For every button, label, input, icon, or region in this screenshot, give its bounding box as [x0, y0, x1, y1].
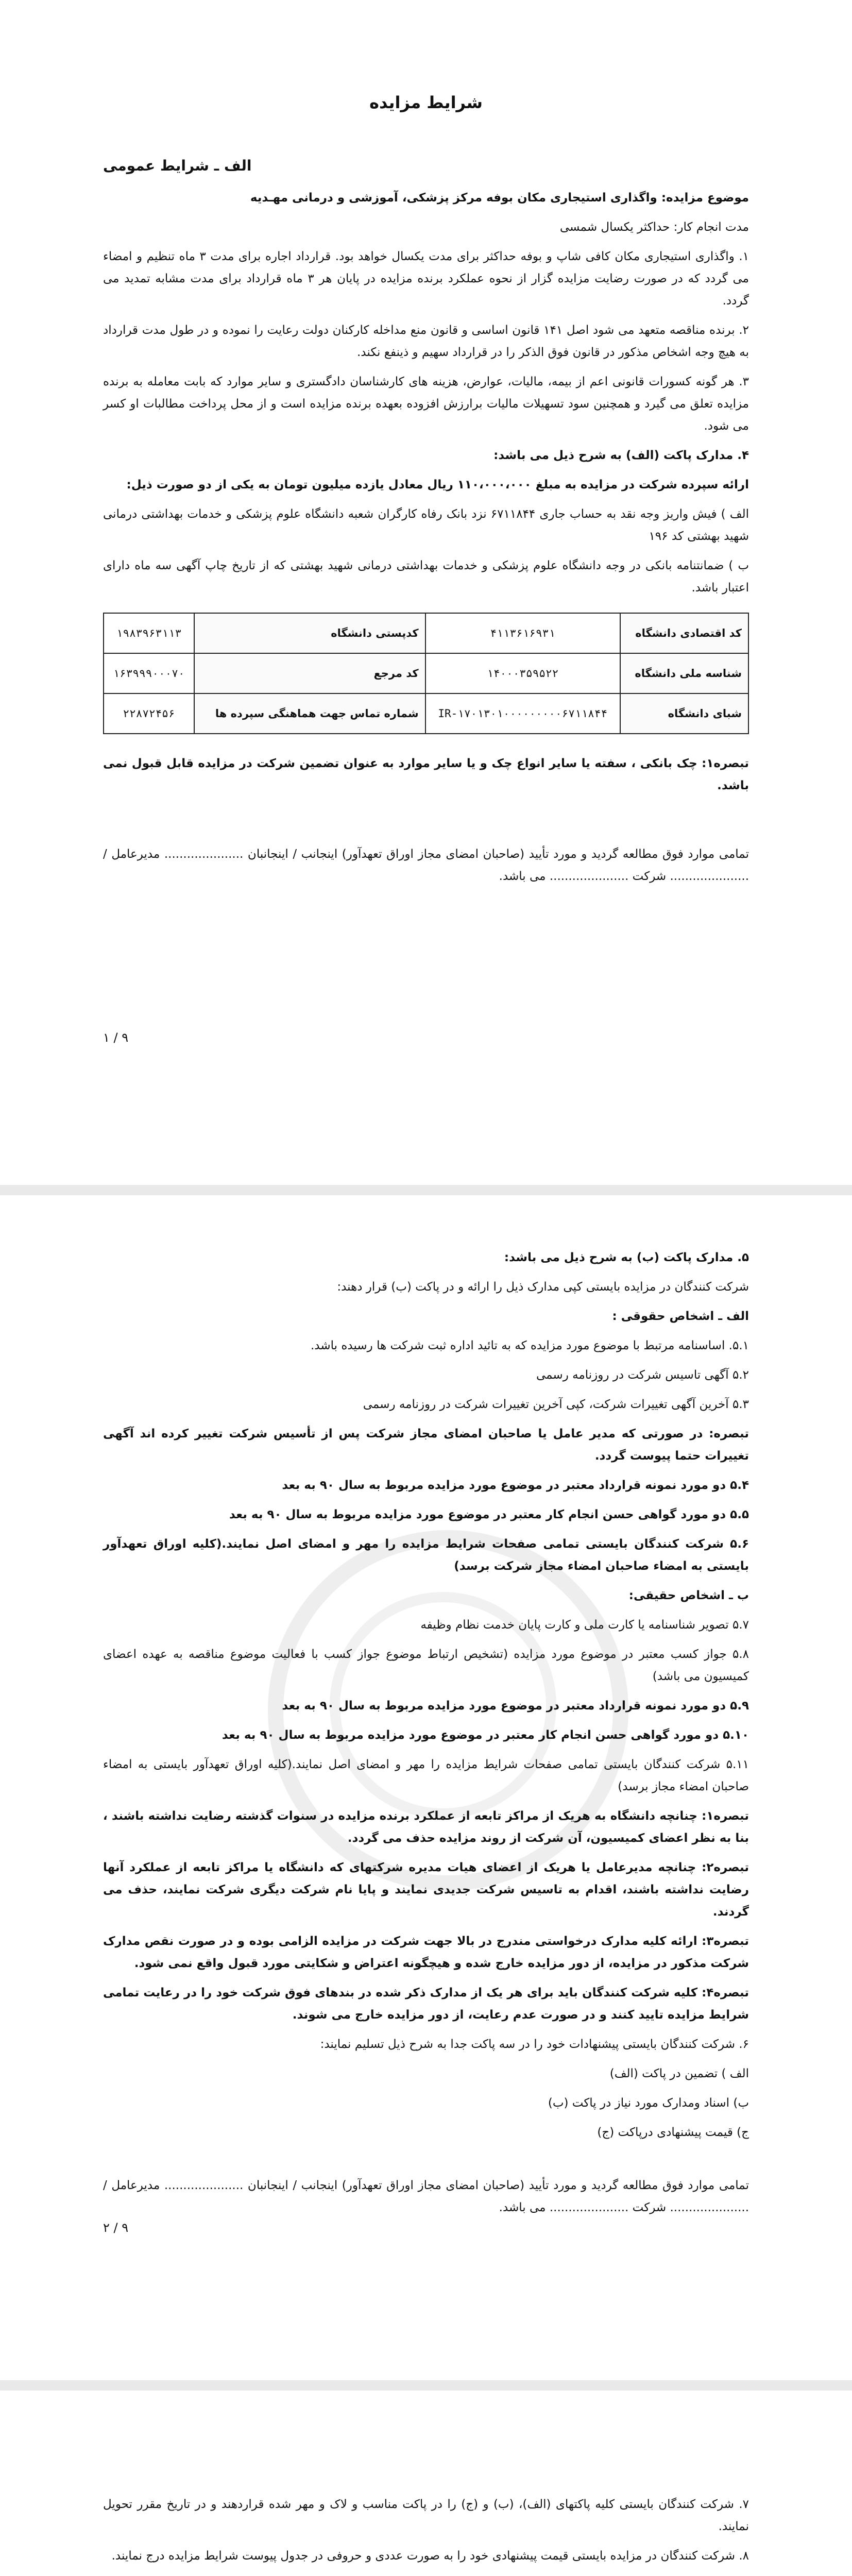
note-3: تبصره۳: ارائه کلیه مدارک درخواستی مندرج در بالا جهت شرکت در مزایده الزامی بوده و در صورت نقص مدارک شرکت مذکور در مزایده، از دور مزایده خارج شده و هیچگونه اعتراض و شکایتی مورد قبول واقع نمی شود. — [103, 1935, 749, 1970]
page-separator — [0, 2380, 852, 2391]
note-4: تبصره۴: کلیه شرکت کنندگان باید برای هر یک از مدارک ذکر شده در بندهای فوق شرکت خود را در رعایت تمامی شرایط مزایده تایید کنند و در صورت عدم رعایت، از دور مزایده خارج می شوند. — [103, 1986, 749, 2022]
table-cell: IR-۱۷۰۱۳۰۱۰۰۰۰۰۰۰۰۰۶۷۱۱۸۴۴ — [425, 693, 620, 734]
clause-6: ۶. شرکت کنندگان بایستی پیشنهادات خود را در سه پاکت جدا به شرح ذیل تسلیم نمایند: — [320, 2038, 749, 2051]
page-title: شرایط مزایده — [369, 93, 483, 112]
clause-5-intro: شرکت کنندگان در مزایده بایستی کپی مدارک ذیل را ارائه و در پاکت (ب) قرار دهند: — [337, 1280, 749, 1294]
clause-5-11: ۵.۱۱ شرکت کنندگان بایستی تمامی صفحات شرایط مزایده را مهر و امضای اصل نمایند.(کلیه اوراق تعهدآور بایستی به امضاء صاحبان امضاء مجاز برسد) — [103, 1758, 749, 1793]
guarantee-option-b: ب ) ضمانتنامه بانکی در وجه دانشگاه علوم پزشکی و خدمات بهداشتی درمانی شهید بهشتی که از تاریخ چاپ آگهی سه ماه دارای اعتبار باشد. — [103, 559, 749, 595]
envelope-a: الف ) تضمین در پاکت (الف) — [609, 2067, 749, 2080]
clause-2: ۲. برنده مناقصه متعهد می شود اصل ۱۴۱ قانون اساسی و قانون منع مداخله کارکنان دولت رعایت را نموده و در طول مدت قرارداد به هیچ وجه اشخاص مذکور در قانون فوق الذکر را در قرارداد سهیم و ذینفع نکند. — [103, 324, 749, 359]
acceptance-statement: تمامی موارد فوق مطالعه گردید و مورد تأیید (صاحبان امضای مجاز اوراق تعهدآور) اینجانب / اینجانبان ..................... مدیرعامل / ..................... شرکت ..................... می باشد. — [103, 2179, 749, 2214]
note-1: تبصره۱: چک بانکی ، سفته یا سایر انواع چک و یا سایر موارد به عنوان تضمین شرکت در مزایده قابل قبول نمی باشد. — [103, 757, 749, 792]
guarantee-amount: ارائه سپرده شرکت در مزایده به مبلغ ۱۱۰،۰۰۰،۰۰۰ ریال معادل یازده میلیون تومان به یکی از دو صورت ذیل: — [126, 478, 749, 492]
lease-period: مدت انجام کار: حداکثر یکسال شمسی — [559, 221, 749, 234]
document-page-1 — [0, 0, 852, 1185]
clause-5-heading: ۵. مدارک پاکت (ب) به شرح ذیل می باشد: — [504, 1251, 749, 1264]
clause-5-7: ۵.۷ تصویر شناسنامه یا کارت ملی و کارت پایان خدمت نظام وظیفه — [420, 1618, 749, 1632]
table-row — [104, 613, 748, 653]
table-cell: شماره تماس جهت هماهنگی سپرده ها — [194, 693, 425, 734]
table-row — [104, 653, 748, 693]
table-cell: کد اقتصادی دانشگاه — [620, 613, 748, 653]
clause-8: ۸. شرکت کنندگان در مزایده بایستی قیمت پیشنهادی خود را به صورت عددی و حروفی در جدول پیوست شرایط مزایده درج نمایند. — [111, 2549, 749, 2563]
clause-5-5: ۵.۵ دو مورد گواهی حسن انجام کار معتبر در موضوع مورد مزایده مربوط به سال ۹۰ به بعد — [229, 1508, 749, 1521]
note-1: تبصره۱: چنانچه دانشگاه به هریک از مراکز تابعه از عملکرد برنده مزایده در سنوات گذشته رضایت نداشته باشند ، بنا به نظر اعضای کمیسیون، آن شرکت از روند مزایده حذف می گردد. — [103, 1809, 749, 1845]
legal-entities-heading: الف ـ اشخاص حقوقی : — [612, 1310, 749, 1323]
table-cell: ۲۲۸۷۲۴۵۶ — [104, 693, 194, 734]
table-cell: ۱۹۸۳۹۶۳۱۱۳ — [104, 613, 194, 653]
table-cell: شناسه ملی دانشگاه — [620, 653, 748, 693]
page-separator — [0, 1185, 852, 1195]
clause-5-10: ۵.۱۰ دو مورد گواهی حسن انجام کار معتبر در موضوع مورد مزایده مربوط به سال ۹۰ به بعد — [221, 1728, 749, 1742]
clause-5-3-note: تبصره: در صورتی که مدیر عامل یا صاحبان امضای مجاز شرکت پس از تأسیس شرکت تغییر کرده اند آگهی تغییرات حتما پیوست گردد. — [103, 1427, 749, 1463]
document-page-3 — [0, 2391, 852, 2576]
table-row — [104, 693, 748, 734]
page-number: ۲ / ۹ — [103, 2221, 129, 2235]
note-2: تبصره۲: چنانچه مدیرعامل یا هریک از اعضای هیات مدیره شرکتهای که دانشگاه یا مراکز تابعه از عملکرد آنها رضایت نداشته باشند، اقدام به تاسیس شرکت جدیدی نمایند و پایا نام شرکت دیگری شرکت نمایند، حذف می گردند. — [103, 1861, 749, 1919]
section-a-heading: الف ـ شرایط عمومی — [103, 157, 252, 174]
acceptance-statement: تمامی موارد فوق مطالعه گردید و مورد تأیید (صاحبان امضای مجاز اوراق تعهدآور) اینجانب / اینجانبان ..................... مدیرعامل / ..................... شرکت ..................... می باشد. — [103, 848, 749, 883]
table-cell: کدپستی دانشگاه — [194, 613, 425, 653]
table-cell: ۱۶۳۹۹۹۰۰۰۷۰ — [104, 653, 194, 693]
table-cell: ۱۴۰۰۰۳۵۹۵۲۲ — [425, 653, 620, 693]
natural-persons-heading: ب ـ اشخاص حقیقی: — [628, 1589, 749, 1602]
clause-5-2: ۵.۲ آگهی تاسیس شرکت در روزنامه رسمی — [536, 1368, 749, 1382]
clause-5-1: ۵.۱. اساسنامه مرتبط با موضوع مورد مزایده که به تائید اداره ثبت شرکت ها رسیده باشد. — [310, 1339, 749, 1352]
clause-5-4: ۵.۴ دو مورد نمونه قرارداد معتبر در موضوع مورد مزایده مربوط به سال ۹۰ به بعد — [282, 1479, 749, 1492]
clause-5-9: ۵.۹ دو مورد نمونه قرارداد معتبر در موضوع مورد مزایده مربوط به سال ۹۰ به بعد — [282, 1699, 749, 1713]
subject: موضوع مزایده: واگذاری استیجاری مکان بوفه مرکز پزشکی، آموزشی و درمانی مهـدیه — [250, 191, 749, 205]
page-3-body — [103, 2494, 749, 2576]
page-1-body — [103, 155, 749, 895]
table-cell: کد مرجع — [194, 653, 425, 693]
clause-7: ۷. شرکت کنندگان بایستی کلیه پاکتهای (الف)، (ب) و (ج) را در پاکت مناسب و لاک و مهر شده قراردهند و در تاریخ مقرر تحویل نمایند. — [103, 2498, 749, 2533]
envelope-b: ب) اسناد ومدارک مورد نیاز در پاکت (ب) — [548, 2096, 749, 2110]
guarantee-option-a: الف ) فیش واریز وجه نقد به حساب جاری ۶۷۱۱۸۴۴ نزد بانک رفاه کارگران شعبه دانشگاه علوم پزشکی و خدمات بهداشتی درمانی شهید بهشتی کد ۱۹۶ — [103, 507, 749, 543]
page-2-body — [103, 1247, 749, 2226]
clause-5-6: ۵.۶ شرکت کنندگان بایستی تمامی صفحات شرایط مزایده را مهر و امضای اصل نمایند.(کلیه اوراق تعهدآور بایستی به امضاء صاحبان امضاء مجاز شرکت برسد) — [103, 1537, 749, 1573]
clause-1: ۱. واگذاری استیجاری مکان کافی شاپ و بوفه حداکثر برای مدت یکسال خواهد بود. قرارداد اجاره برای مدت ۳ ماه تنظیم و امضاء می گردد که در صورت رضایت مزایده گزار از نحوه عملکرد برنده مزایده در پایان هر ۳ ماه قرارداد برای مدت مشابه تمدید می گردد. — [103, 250, 749, 308]
envelope-c: ج) قیمت پیشنهادی درپاکت (ج) — [597, 2126, 749, 2139]
clause-3: ۳. هر گونه کسورات قانونی اعم از بیمه، مالیات، عوارض، هزینه های کارشناسان دادگستری و سایر موارد که بابت معامله به برنده مزایده تعلق می گیرد و همچنین سود تسهیلات مالیات برارزش افزوده بعهده برنده مزایده است و از محل پرداخت مطالبات او کسر می شود. — [103, 375, 749, 433]
bank-info-table — [103, 613, 749, 734]
page-number: ۱ / ۹ — [103, 1030, 129, 1045]
table-cell: ۴۱۱۳۶۱۶۹۳۱ — [425, 613, 620, 653]
clause-5-3: ۵.۳ آخرین آگهی تغییرات شرکت، کپی آخرین تغییرات شرکت در روزنامه رسمی — [363, 1398, 749, 1411]
document-page-2 — [0, 1195, 852, 2380]
clause-5-8: ۵.۸ جواز کسب معتبر در موضوع مورد مزایده (تشخیص ارتباط موضوع جواز کسب با فعالیت موضوع مناقصه به عهده اعضای کمیسیون می باشد) — [103, 1648, 749, 1683]
table-cell: شبای دانشگاه — [620, 693, 748, 734]
clause-4-heading: ۴. مدارک پاکت (الف) به شرح ذیل می باشد: — [493, 449, 749, 462]
